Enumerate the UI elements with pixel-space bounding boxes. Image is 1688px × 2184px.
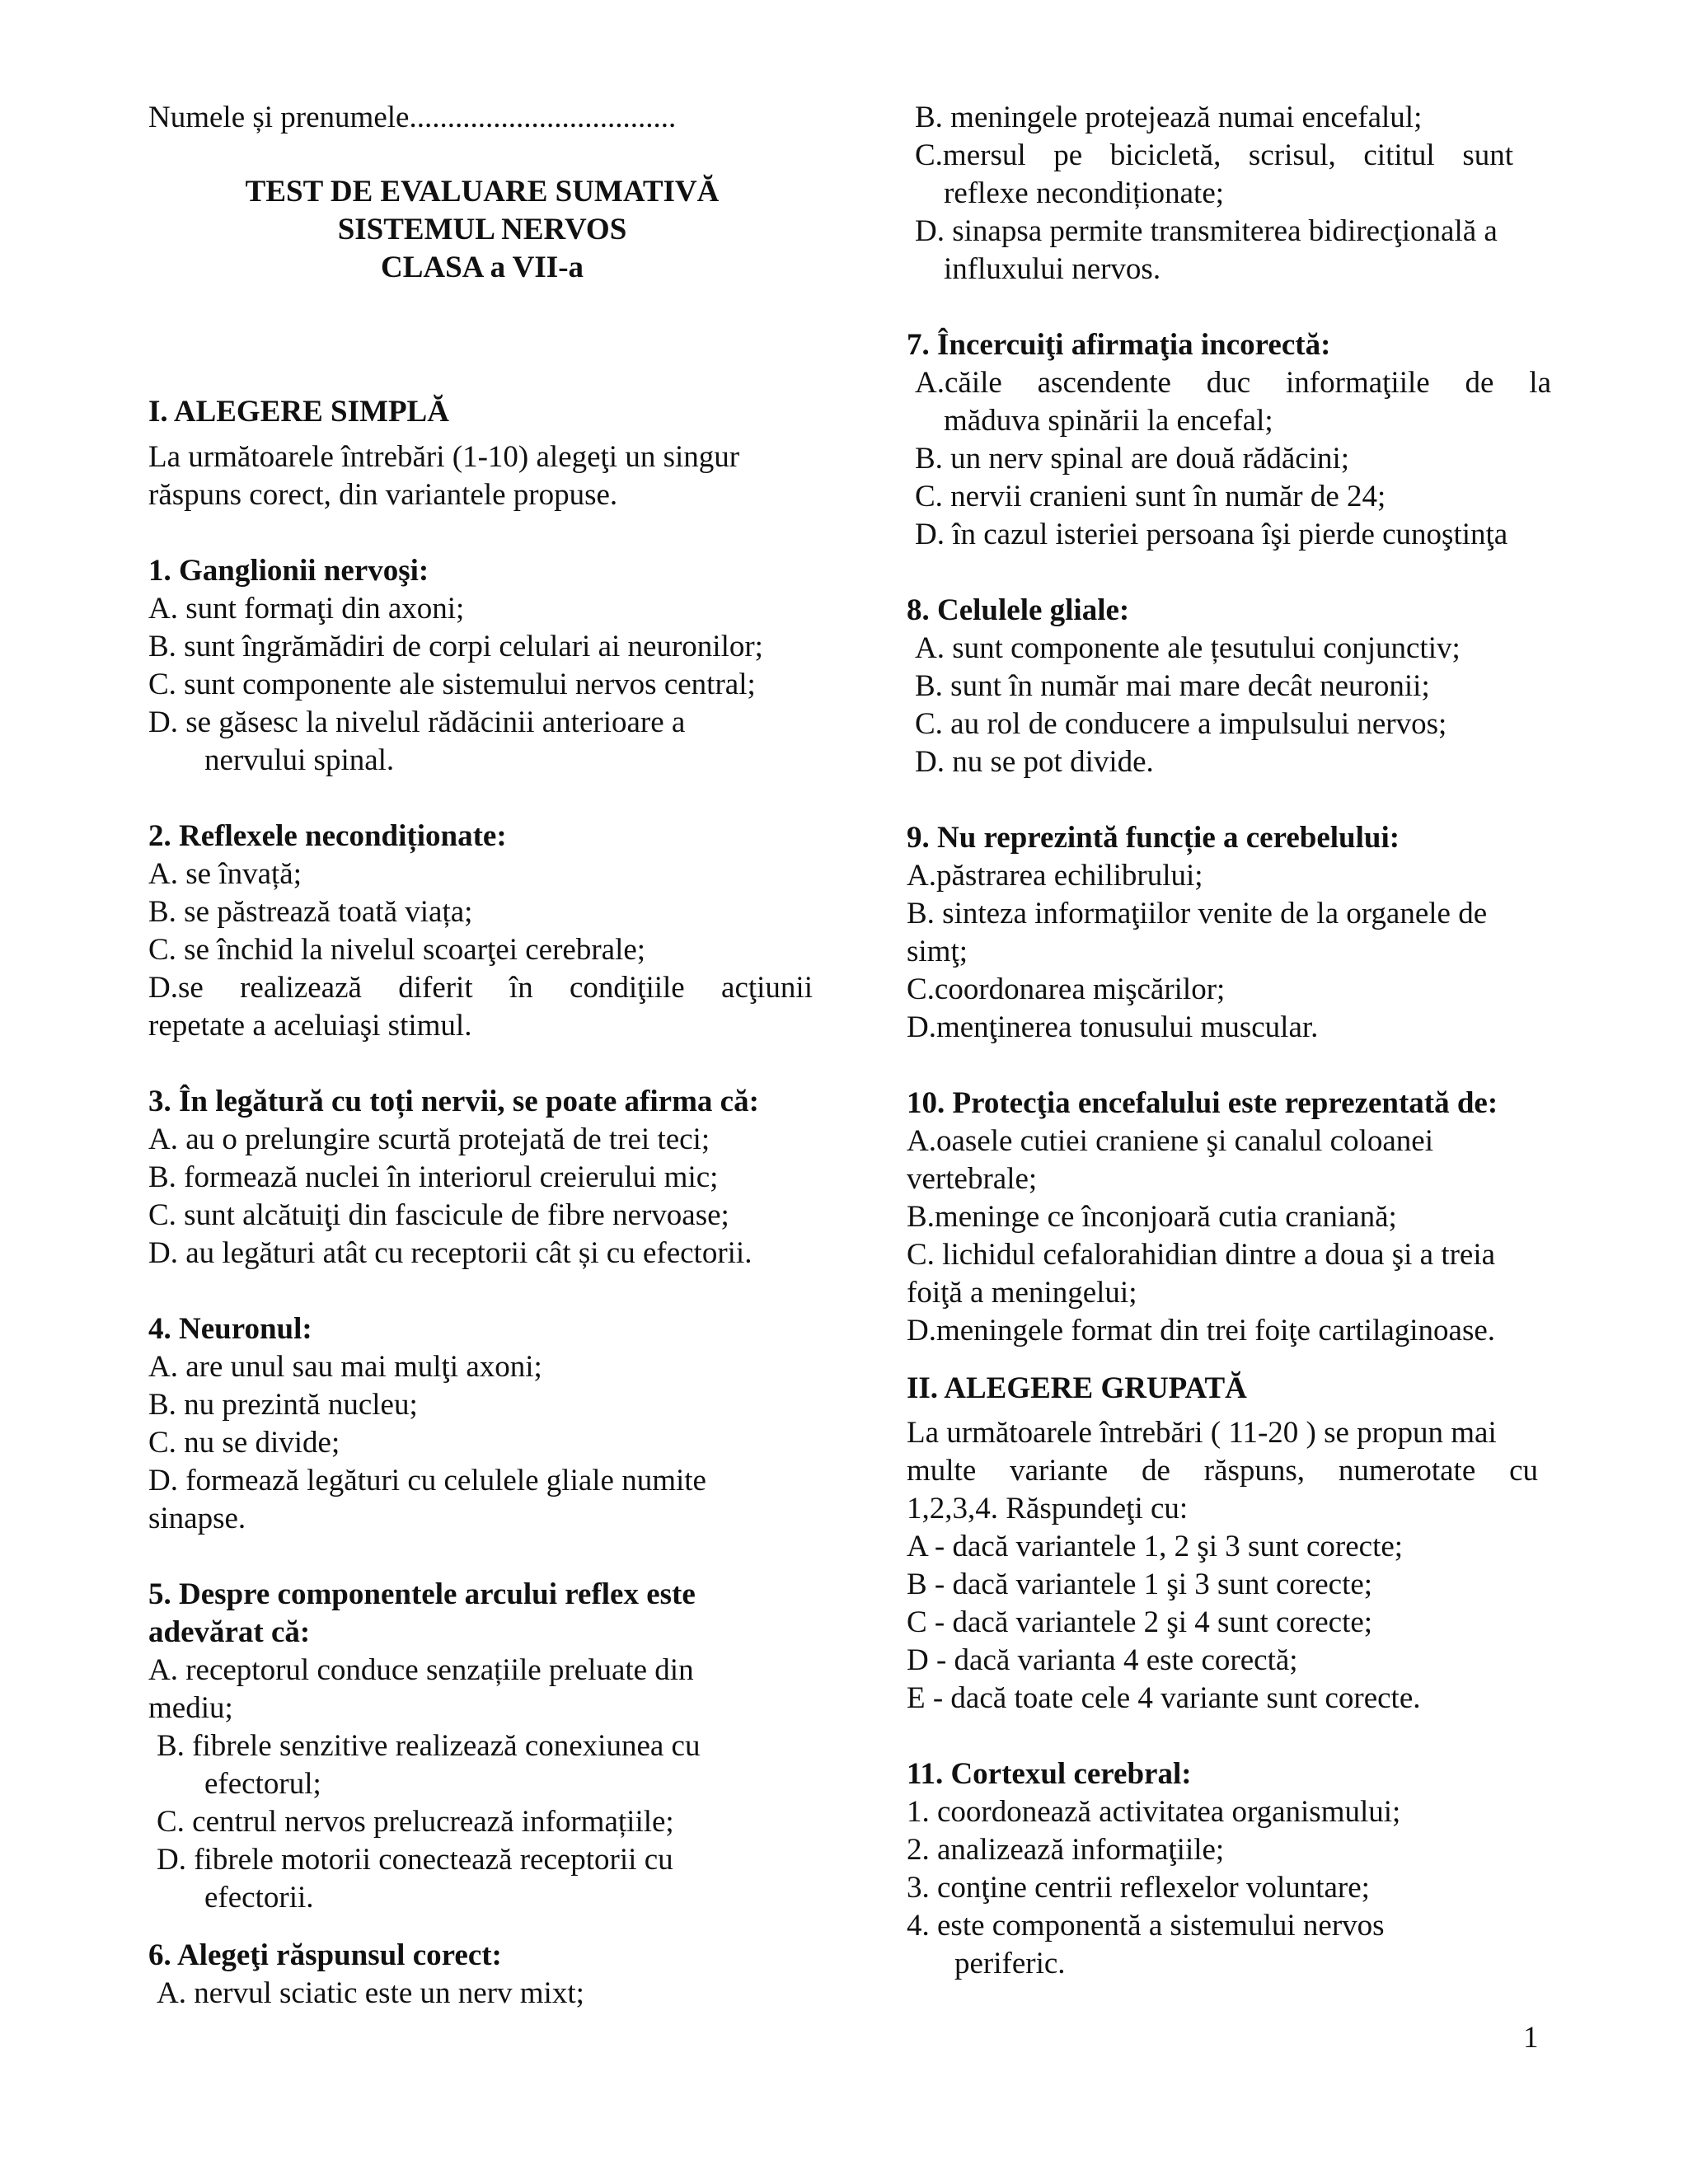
answer-option-continuation: periferic.	[954, 1947, 1066, 1980]
grouped-answer-key: D - dacă varianta 4 este corectă;	[907, 1643, 1298, 1677]
answer-option: A.păstrarea echilibrului;	[907, 859, 1203, 893]
answer-option: A. are unul sau mai mulţi axoni;	[148, 1350, 542, 1384]
answer-option: C. lichidul cefalorahidian dintre a doua şi a treia	[907, 1238, 1496, 1272]
answer-option: A. sunt formaţi din axoni;	[148, 592, 465, 626]
answer-option: C. nervii cranieni sunt în număr de 24;	[915, 480, 1386, 513]
grouped-answer-key: A - dacă variantele 1, 2 şi 3 sunt corecte;	[907, 1530, 1404, 1563]
section-1-intro: răspuns corect, din variantele propuse.	[148, 478, 618, 512]
answer-option-continuation: măduva spinării la encefal;	[944, 404, 1273, 438]
answer-option-continuation: reflexe necondiționate;	[944, 176, 1225, 210]
answer-option: C. centrul nervos prelucrează informațiile;	[157, 1805, 674, 1839]
answer-option: B. sunt în număr mai mare decât neuronii;	[915, 669, 1430, 703]
section-2-heading: II. ALEGERE GRUPATĂ	[907, 1371, 1247, 1405]
answer-option: A. se învață;	[148, 857, 302, 891]
answer-option: B. nu prezintă nucleu;	[148, 1388, 418, 1422]
answer-option: D.se realizează diferit în condiţiile acţiunii	[148, 971, 813, 1005]
grouped-answer-key: C - dacă variantele 2 şi 4 sunt corecte;	[907, 1605, 1373, 1639]
title-line-1: TEST DE EVALUARE SUMATIVĂ	[245, 175, 720, 209]
question-9-title: 9. Nu reprezintă funcție a cerebelului:	[907, 821, 1400, 855]
section-2-intro: La următoarele întrebări ( 11-20 ) se propun mai	[907, 1416, 1497, 1450]
answer-option: D.meningele format din trei foiţe cartilaginoase.	[907, 1314, 1496, 1347]
section-2-intro: 1,2,3,4. Răspundeţi cu:	[907, 1492, 1189, 1526]
answer-option: A. receptorul conduce senzațiile preluate din	[148, 1653, 694, 1687]
section-1-heading: I. ALEGERE SIMPLĂ	[148, 395, 449, 429]
answer-option: C. sunt componente ale sistemului nervos central;	[148, 668, 756, 701]
test-title	[148, 173, 816, 287]
grouped-answer-key: B - dacă variantele 1 şi 3 sunt corecte;	[907, 1568, 1373, 1601]
answer-option: B. sinteza informaţiilor venite de la organele de	[907, 897, 1488, 930]
answer-option: D. în cazul isteriei persoana îşi pierde cunoştinţa	[915, 518, 1508, 551]
answer-option: 4. este componentă a sistemului nervos	[907, 1909, 1385, 1943]
question-11-title: 11. Cortexul cerebral:	[907, 1757, 1192, 1791]
answer-option-continuation: sinapse.	[148, 1502, 246, 1535]
question-10-title: 10. Protecţia encefalului este reprezentată de:	[907, 1086, 1498, 1120]
question-3-title: 3. În legătură cu toți nervii, se poate afirma că:	[148, 1085, 759, 1118]
question-2-title: 2. Reflexele necondiționate:	[148, 819, 507, 853]
answer-option: D. fibrele motorii conectează receptorii cu	[157, 1843, 673, 1877]
answer-option: D. au legături atât cu receptorii cât și cu efectorii.	[148, 1236, 753, 1270]
answer-option-continuation: simţ;	[907, 935, 968, 968]
answer-option-continuation: nervului spinal.	[204, 743, 395, 777]
answer-option: 1. coordonează activitatea organismului;	[907, 1795, 1401, 1829]
answer-option: A.căile ascendente duc informaţiile de la	[915, 366, 1551, 400]
answer-option: C. nu se divide;	[148, 1426, 340, 1460]
answer-option: C.mersul pe bicicletă, scrisul, cititul sunt	[915, 138, 1513, 172]
section-1-intro: La următoarele întrebări (1-10) alegeţi un singur	[148, 440, 740, 474]
answer-option-continuation: efectorul;	[204, 1767, 321, 1801]
answer-option: 2. analizează informaţiile;	[907, 1833, 1225, 1867]
answer-option: B. formează nuclei în interiorul creierului mic;	[148, 1160, 719, 1194]
answer-option: B. se păstrează toată viața;	[148, 895, 473, 929]
question-6-title: 6. Alegeţi răspunsul corect:	[148, 1938, 502, 1972]
answer-option: B. fibrele senzitive realizează conexiunea cu	[157, 1729, 701, 1763]
name-field-line: Numele și prenumele...................................	[148, 101, 677, 134]
answer-option: A. au o prelungire scurtă protejată de trei teci;	[148, 1122, 710, 1156]
answer-option: A.oasele cutiei craniene şi canalul coloanei	[907, 1124, 1433, 1158]
answer-option: C. sunt alcătuiţi din fascicule de fibre nervoase;	[148, 1198, 729, 1232]
answer-option: B. meningele protejează numai encefalul;	[915, 101, 1423, 134]
grouped-answer-key: E - dacă toate cele 4 variante sunt corecte.	[907, 1681, 1421, 1715]
answer-option-continuation: vertebrale;	[907, 1162, 1038, 1196]
answer-option: B. sunt îngrămădiri de corpi celulari ai neuronilor;	[148, 630, 763, 663]
answer-option: D.menţinerea tonusului muscular.	[907, 1010, 1319, 1044]
answer-option-continuation: efectorii.	[204, 1881, 314, 1915]
question-4-title: 4. Neuronul:	[148, 1312, 312, 1346]
title-line-3: CLASA a VII-a	[380, 251, 584, 284]
question-8-title: 8. Celulele gliale:	[907, 593, 1130, 627]
section-2-intro: multe variante de răspuns, numerotate cu	[907, 1454, 1538, 1488]
page-number: 1	[1523, 2021, 1539, 2055]
answer-option-continuation: repetate a aceluiaşi stimul.	[148, 1009, 472, 1043]
answer-option-continuation: foiţă a meningelui;	[907, 1276, 1137, 1310]
answer-option: D. sinapsa permite transmiterea bidirecţională a	[915, 214, 1498, 248]
answer-option: A. nervul sciatic este un nerv mixt;	[157, 1976, 584, 2010]
title-line-2: SISTEMUL NERVOS	[337, 213, 627, 246]
question-1-title: 1. Ganglionii nervoşi:	[148, 554, 429, 588]
answer-option: D. nu se pot divide.	[915, 745, 1154, 779]
question-5-title: 5. Despre componentele arcului reflex este	[148, 1577, 696, 1611]
answer-option: B. un nerv spinal are două rădăcini;	[915, 442, 1350, 476]
answer-option: D. se găsesc la nivelul rădăcinii anterioare a	[148, 705, 686, 739]
answer-option: B.meninge ce înconjoară cutia craniană;	[907, 1200, 1397, 1234]
answer-option: C. se închid la nivelul scoarţei cerebrale;	[148, 933, 646, 967]
answer-option-continuation: mediu;	[148, 1691, 233, 1725]
answer-option: 3. conţine centrii reflexelor voluntare;	[907, 1871, 1370, 1905]
answer-option: A. sunt componente ale țesutului conjunctiv;	[915, 631, 1461, 665]
answer-option: C. au rol de conducere a impulsului nervos;	[915, 707, 1447, 741]
question-5-title: adevărat că:	[148, 1615, 311, 1649]
question-7-title: 7. Încercuiţi afirmaţia incorectă:	[907, 328, 1331, 362]
answer-option: D. formează legături cu celulele gliale numite	[148, 1464, 706, 1497]
answer-option: C.coordonarea mişcărilor;	[907, 972, 1226, 1006]
answer-option-continuation: influxului nervos.	[944, 252, 1161, 286]
